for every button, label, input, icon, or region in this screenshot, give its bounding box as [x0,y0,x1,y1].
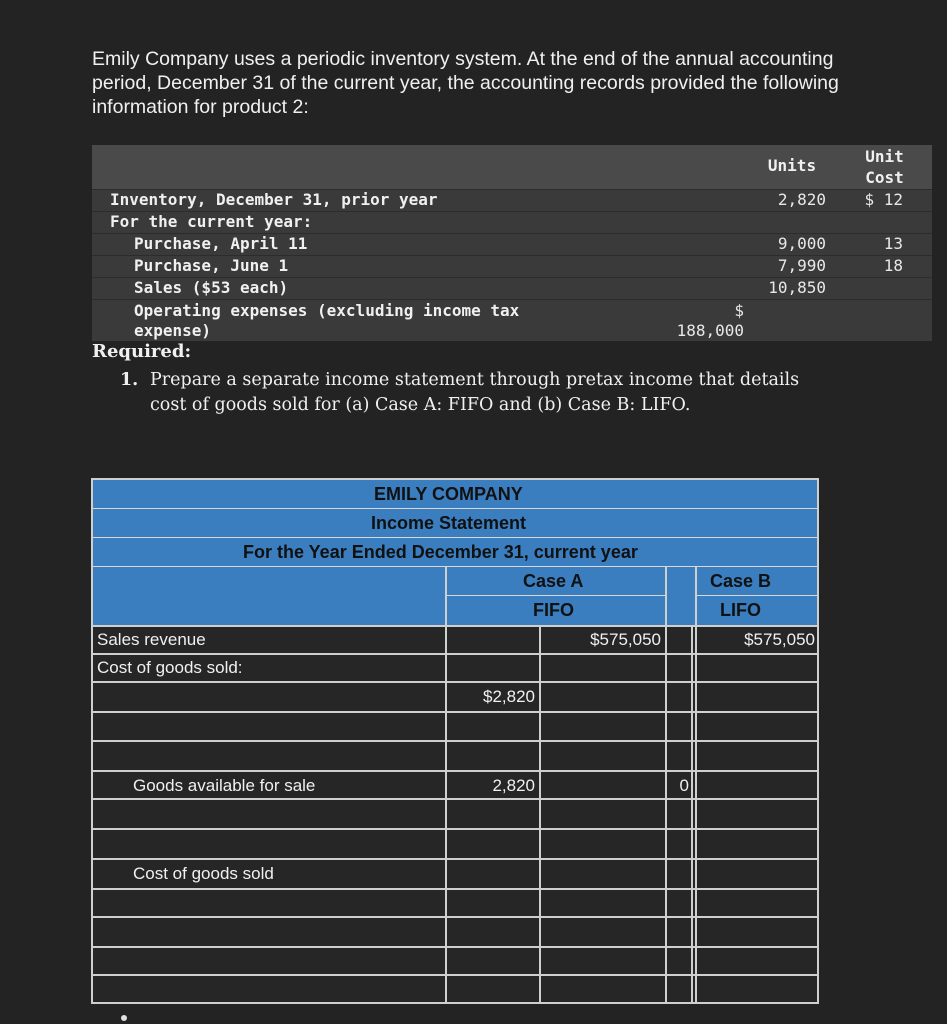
case-a-header: Case A [523,571,584,591]
grid-line [445,567,447,1004]
grid-line [93,653,817,655]
statement-period: For the Year Ended December 31, current year [243,542,638,562]
problem-intro: Emily Company uses a periodic inventory system. At the end of the annual accounting period, December 31 of the current year, the accounting records provided the following information for product 2: [92,48,839,118]
grid-line [93,946,817,948]
inventory-row [92,233,932,255]
grid-line [93,681,817,683]
case-b-method: LIFO [720,600,761,620]
required-text [120,368,820,418]
grid-line [695,567,697,1004]
row-units: 10,850 [768,278,826,297]
unit-cost-header-line2: Cost [865,168,904,187]
row-label-line2: expense) [134,321,212,340]
grid-line [93,625,817,627]
grid-line [93,974,817,976]
grid-line [93,916,817,918]
row-label-line1: Operating expenses (excluding income tax [134,301,520,320]
beginning-inventory-case-a[interactable]: $2,820 [483,687,535,706]
required-heading: Required: [92,341,192,362]
row-label: Purchase, June 1 [134,256,289,275]
row-units: 7,990 [777,256,826,275]
goods-available-case-a[interactable]: 2,820 [492,776,535,795]
units-header: Units [767,156,817,175]
case-a-divider [447,595,665,596]
operating-expenses-amount: 188,000 [676,321,744,340]
row-label: For the current year: [110,212,313,231]
bullet-icon [121,1015,127,1021]
grid-line [93,711,817,713]
case-a-method: FIFO [533,600,574,620]
case-b-divider [695,595,817,596]
row-label: Inventory, December 31, prior year [110,190,438,209]
inventory-row [92,211,932,233]
sales-revenue-label: Sales revenue [97,630,206,649]
statement-period-band [93,538,817,567]
grid-line [93,740,817,742]
inventory-table [92,145,932,341]
statement-company-band [93,480,817,509]
income-statement [91,478,819,1004]
grid-line [93,798,817,800]
cost-of-goods-sold-label: Cost of goods sold [133,864,274,883]
sales-revenue-case-b[interactable]: $575,050 [744,630,815,649]
company-name: EMILY COMPANY [374,484,523,504]
grid-line [93,888,817,890]
row-cost: 13 [883,234,903,253]
inventory-row [92,299,932,341]
statement-title: Income Statement [371,513,527,533]
inventory-row [92,189,932,211]
goods-available-label: Goods available for sale [133,776,316,795]
inventory-row [92,277,932,299]
inventory-table-header [92,145,932,189]
grid-line [93,770,817,772]
required-instruction: Prepare a separate income statement through pretax income that details cost of goods sold for (a) Case A: FIFO and (b) Case B: LIFO. [150,370,800,415]
column-header-band [93,567,817,625]
sales-revenue-case-a[interactable]: $575,050 [590,630,661,649]
unit-cost-header-line1: Unit [865,147,904,166]
case-b-header: Case B [710,571,772,591]
row-label: Purchase, April 11 [134,234,308,253]
cogs-section-label: Cost of goods sold: [97,658,243,677]
goods-available-case-b[interactable]: 0 [679,776,689,795]
grid-line [93,858,817,860]
grid-line [93,828,817,830]
row-units: 9,000 [777,234,826,253]
row-cost: $ 12 [864,190,903,209]
statement-title-band [93,509,817,538]
row-units: 2,820 [777,190,826,209]
inventory-row [92,255,932,277]
row-label: Sales ($53 each) [134,278,289,297]
amount-symbol: $ [734,301,744,320]
required-number: 1. [120,370,139,390]
row-cost: 18 [883,256,903,275]
